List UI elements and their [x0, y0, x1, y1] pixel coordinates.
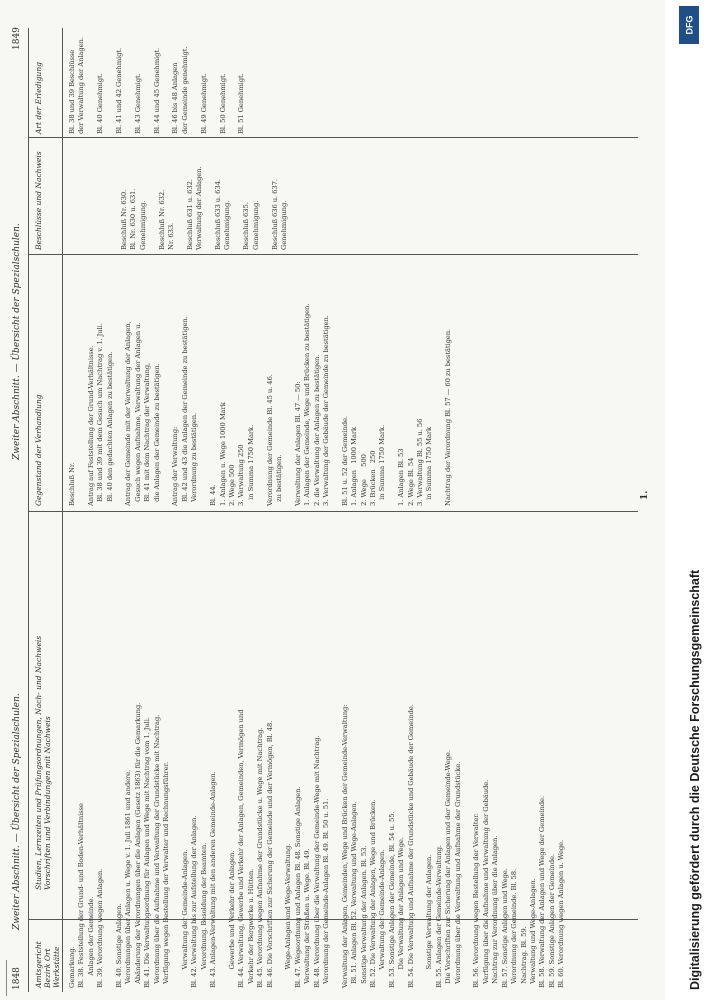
text-line — [171, 518, 180, 988]
text-line: Bl. 51. Anlagen Bl. 52. Verwaltung und Wege-Anlagen. — [350, 801, 359, 988]
text-line: Antrag der Gemeinde mit der Verwaltung der Anlagen, — [124, 321, 133, 506]
text-line: Beschluß 631 u. 632. — [185, 179, 194, 250]
text-line: Bl. 38. Feststellung der Grund- und Boden-Verhältnisse — [77, 803, 86, 988]
left-column-text — [68, 518, 567, 988]
center-divider — [28, 511, 638, 512]
text-line: zu bestätigen. — [274, 454, 283, 506]
text-line: Bl. 44. Verwaltung, Gewerbe und Verkehr der Anlagen, Gemeinden, Vermögen und — [237, 709, 246, 988]
text-line: Sonstige Verwaltung der Anlagen. — [425, 854, 434, 988]
text-line — [87, 26, 96, 134]
text-line — [190, 26, 199, 134]
text-line: Bl. 45. Verordnung wegen Aufnahme der Grundstücke u. Wege mit Nachtrag. — [256, 727, 265, 988]
text-line: Gesuch wegen Aufnahme, Verwaltung der Anlagen u. — [133, 322, 142, 506]
text-line: der Gemeinde genehmigt. — [180, 46, 189, 134]
text-line: Verkehr der Bergwerke u. Hütten. — [246, 868, 255, 988]
text-line: 3. Verwaltung Bl. 55 u. 56 — [416, 418, 425, 506]
text-line: in Summa 1750 Mark — [425, 426, 434, 506]
header-right: Zweiter Abschnitt. — Übersicht der Spezialschulen. — [12, 223, 22, 460]
text-line: Verwaltung der Anlagen, Gemeinden, Wege und Brücken der Gemeinde-Verwaltung: — [340, 704, 349, 988]
text-line: 2. die Verwaltung der Anlagen zu bestätigen. — [312, 354, 321, 506]
text-line: Bl. 42. Verwaltung bis zur Aufstellung der Anlagen. — [190, 815, 199, 988]
right-column-text-b — [120, 142, 289, 250]
text-line: Wege-Anlagen und Wege-Verwaltung. — [284, 843, 293, 988]
text-line: Verordnung über die Aufnahme und Verwaltung der Grundstücke mit Nachtrag. — [152, 714, 161, 988]
text-line: Bl. 42 und 43 die Anlagen der Gemeinde zu bestätigen. — [180, 316, 189, 506]
text-line: Bl. 49 Genehmigt. — [199, 73, 208, 134]
text-line: 2. Wege Bl. 54 — [406, 457, 415, 506]
text-line: Die Verwaltung der Anlagen und Wege. — [397, 837, 406, 988]
text-line: Bl. 55. Anlagen der Gemeinde-Verwaltung. — [434, 845, 443, 988]
text-line: Die Vorschriften zur Sicherung der Anlagen und der Gemeinde-Wege. — [444, 750, 453, 988]
text-line: Verordnung. Besoldung der Beamten. — [199, 842, 208, 988]
top-rule — [28, 28, 29, 992]
right-col-divider-1 — [28, 254, 638, 255]
text-line: Nachtrag. Bl. 59. — [519, 926, 528, 988]
text-line: Bl. 40. Sonstige Anlagen. — [115, 903, 124, 988]
text-line: Bl. 48. Verordnung über die Verwaltung der Gemeinde-Wege mit Nachtrag. — [312, 735, 321, 988]
text-line: Bl. 38 und 39 Beschlüsse — [68, 49, 76, 134]
text-line — [256, 258, 265, 506]
text-line: Bl. 50 Genehmigt. — [218, 73, 227, 134]
text-line — [124, 26, 133, 134]
rotated-document — [0, 20, 665, 1000]
text-line: Bl. 58. Verwaltung der Anlagen und Wege der Gemeinde. — [538, 795, 547, 988]
text-line: 2. Wege 500 — [227, 464, 236, 506]
text-line: Verwaltung der Anlagen Bl. 47 — 50: — [293, 381, 302, 506]
text-line: Nachtrag zur Verordnung über die Anlagen. — [491, 835, 500, 988]
text-line: Nachtrag der Verordnung Bl. 57 — 60 zu bestätigen. — [444, 328, 453, 506]
text-line: Beschluß Nr. 632. — [157, 189, 166, 250]
text-line: Bl. 44 und 45 Genehmigt. — [152, 47, 161, 134]
right-column-text-c — [68, 26, 247, 134]
text-line: Bl. 44. — [209, 484, 218, 506]
right-heading-1: Gegenstand der Verhandlung — [34, 394, 43, 506]
text-line — [228, 26, 237, 134]
right-heading-3: Art der Erledigung — [34, 62, 43, 134]
text-line — [219, 518, 228, 988]
text-line: Bl. 51 u. 52 der Gemeinde. — [340, 416, 349, 506]
text-line — [106, 26, 115, 134]
text-line: Gemarkung. — [68, 946, 76, 988]
text-line — [205, 142, 214, 250]
text-line: Verwaltung der Anlagen. — [195, 166, 204, 250]
text-line: Verfügung über die Aufnahme und Verwaltung der Gebäude. — [481, 779, 490, 988]
left-heading-1: Amtsgericht Bezirk Ort Werkstätte — [34, 941, 61, 988]
page-number-left: 1848 — [12, 967, 22, 990]
text-line — [275, 518, 284, 988]
text-line: Bl. 41 mit dem Nachtrag der Verwaltung, — [143, 362, 152, 506]
text-line: 1. Anlagen Bl. 53 — [397, 448, 406, 506]
text-line: Verordnung über die Verwaltung und Aufnahme der Grundstücke. — [453, 761, 462, 988]
text-line: Verordnung zu bestätigen. — [190, 412, 199, 506]
text-line — [77, 258, 86, 506]
text-line: Bl. 59. Sonstige Anlagen der Gemeinde. — [547, 854, 556, 988]
text-line — [148, 142, 157, 250]
text-line: Beschluß 636 u. 637. — [270, 179, 279, 250]
text-line: 1. Anlagen der Gemeinde, Wege und Brücken zu bestätigen. — [303, 303, 312, 506]
text-line: Bl. 54. Die Verwaltung und Aufnahme der Grundstücke und Gebäude der Gemeinde. — [406, 704, 415, 988]
text-line: der Verwaltung der Anlagen. — [77, 37, 86, 134]
text-line — [200, 258, 209, 506]
text-line: Genehmigung. — [251, 200, 260, 250]
text-line — [331, 258, 340, 506]
text-line: Genehmigung. — [138, 200, 147, 250]
text-line: Genehmigung. — [279, 200, 288, 250]
text-line: Nr. 633. — [167, 222, 176, 250]
right-col-divider-2 — [28, 137, 638, 138]
text-line — [388, 258, 397, 506]
text-line — [209, 26, 218, 134]
text-line: Verordnungen über Anlagen u. Wege v. 1. Juli 1861 und andere. — [124, 769, 133, 988]
text-line: Bl. 56. Verordnung wegen Bestellung der Verwalter. — [472, 813, 481, 988]
text-line: Bl. 43 Genehmigt. — [133, 73, 142, 134]
text-line: Verordnung der Gemeinde Bl. 45 u. 46. — [265, 374, 274, 506]
dfg-funding-note: Digitalisierung gefördert durch die Deutsche Forschungsgemeinschaft — [688, 569, 702, 990]
text-line: Beschluß Nr. 630. — [120, 189, 128, 250]
text-line — [331, 518, 340, 988]
text-line — [463, 518, 472, 988]
text-line: 2. Wege 500 — [359, 454, 368, 506]
text-line: Bl. 40 Genehmigt. — [96, 73, 105, 134]
text-line: Bl. 41. Die Verwaltungsordnung für Anlagen und Wege mit Nachtrag vom 1. Juli. — [143, 717, 152, 988]
text-line: 3. Verwaltung der Gebäude der Gemeinde zu bestätigen. — [321, 315, 330, 506]
text-line: Bl. 43. Anlagen-Verwaltung mit den anderen Gemeinde-Anlagen. — [209, 771, 218, 988]
text-line: Verwaltung der Gemeinde-Anlagen. — [180, 849, 189, 988]
text-line: Bl. 51 Genehmigt. — [237, 73, 246, 134]
text-line: Gewerbe und Verkehr der Anlagen. — [227, 850, 236, 988]
text-line: Abänderung der Verordnungen über die Anlagen (Gesetz 1863) für die Gemarkung. — [133, 702, 142, 988]
text-line — [261, 142, 270, 250]
text-line: Bl. 60. Verordnung wegen Anlagen u. Wege. — [557, 839, 566, 988]
text-line — [162, 26, 171, 134]
text-line — [233, 142, 242, 250]
text-line: Beschluß 635. — [242, 202, 251, 250]
text-line — [143, 26, 152, 134]
header-left: Zweiter Abschnitt. — Übersicht der Spezialschulen. — [12, 693, 22, 930]
left-heading-main: Studien, Lernzeiten und Prüfungsordnungen, Nach- und Nachweis Vorschriften und Verbindungen mit Nachweis — [34, 635, 52, 890]
text-line — [176, 142, 185, 250]
text-line: Verfügung wegen Bestellung der Verwalter und Rechnungsführer. — [162, 761, 171, 988]
footer-mark: 1. — [640, 490, 650, 500]
text-line: Bl. 38 und 39 mit dem Gesuch um Nachtrag v. 1. Juli. — [96, 323, 105, 506]
text-line: Beschluß 633 u. 634. — [214, 179, 223, 250]
text-line: in Summa 1750 Mark. — [246, 424, 255, 506]
text-line: 1. Anlagen u. Wege 1000 Mark — [218, 402, 227, 506]
text-line: Sonstige Verwaltung der Anlagen. Bl. 53. — [359, 845, 368, 988]
text-line: Verwaltung der Straßen u. Wege. Bl. 49. — [303, 848, 312, 988]
right-column-text-a — [68, 258, 454, 506]
text-line: 3. Verwaltung 250 — [237, 444, 246, 506]
text-line: Bl. 47. Wegeordnung und Anlagen Bl. 48. Sonstige Anlagen. — [293, 786, 302, 988]
text-line: Bl. 53. Sonstige Anlagen der Gemeinde, Bl. 54 u. 55. — [387, 811, 396, 988]
text-line: 1. Anlagen 1000 Mark — [350, 426, 359, 506]
text-line: Bl. 46. Die Vorschriften zur Sicherung der Gemeinde und der Vermögen, Bl. 48. — [265, 720, 274, 988]
text-line — [435, 258, 444, 506]
text-line: in Summa 1750 Mark. — [378, 424, 387, 506]
text-line: Bl. 46 bis 48 Anlagen — [171, 62, 180, 134]
text-line: Antrag auf Feststellung der Grund-Verhältnisse. — [86, 345, 95, 506]
text-line: Bl. Nr. 630 u. 631. — [129, 188, 138, 250]
text-line: Antrag der Verwaltung: — [171, 426, 180, 506]
text-line — [416, 518, 425, 988]
text-line: Beschluß Nr. — [68, 462, 76, 506]
text-line: die Anlagen der Gemeinde zu bestätigen. — [152, 363, 161, 506]
text-line: Verwaltung und Wege-Anlagen. — [528, 878, 537, 988]
text-line — [106, 518, 115, 988]
right-heading-2: Beschlüsse und Nachweis — [34, 151, 43, 250]
header-rule — [62, 28, 63, 992]
text-line: Anlagen der Gemeinde. — [86, 896, 95, 988]
text-line: Verwaltung der Gemeinde-Anlagen. — [378, 849, 387, 988]
text-line: Bl. 40 den gedachten Anlagen zu bestätigen. — [105, 351, 114, 506]
text-line: Verordnung der Gemeinde. Bl. 58. — [510, 868, 519, 988]
text-line: Verordnung der Gemeinde-Anlagen Bl. 49. Bl. 50 u. 51. — [321, 798, 330, 988]
text-line — [115, 258, 124, 506]
text-line: 3. Brücken 250 — [369, 450, 377, 506]
binding-edge — [6, 960, 17, 996]
text-line: Bl. 41 und 42 Genehmigt. — [115, 47, 124, 134]
text-line: Bl. 39. Verordnung wegen Anlagen. — [96, 868, 105, 988]
text-line — [284, 258, 293, 506]
text-line: Bl. 57. Sonstige Anlagen und Wege. — [500, 868, 509, 988]
dfg-logo: DFG — [679, 6, 699, 44]
text-line: Bl. 52. Die Verwaltung der Anlagen, Wege und Brücken. — [369, 799, 377, 988]
text-line: Genehmigung. — [223, 200, 232, 250]
text-line — [162, 258, 171, 506]
page-number-right: 1849 — [12, 27, 22, 50]
